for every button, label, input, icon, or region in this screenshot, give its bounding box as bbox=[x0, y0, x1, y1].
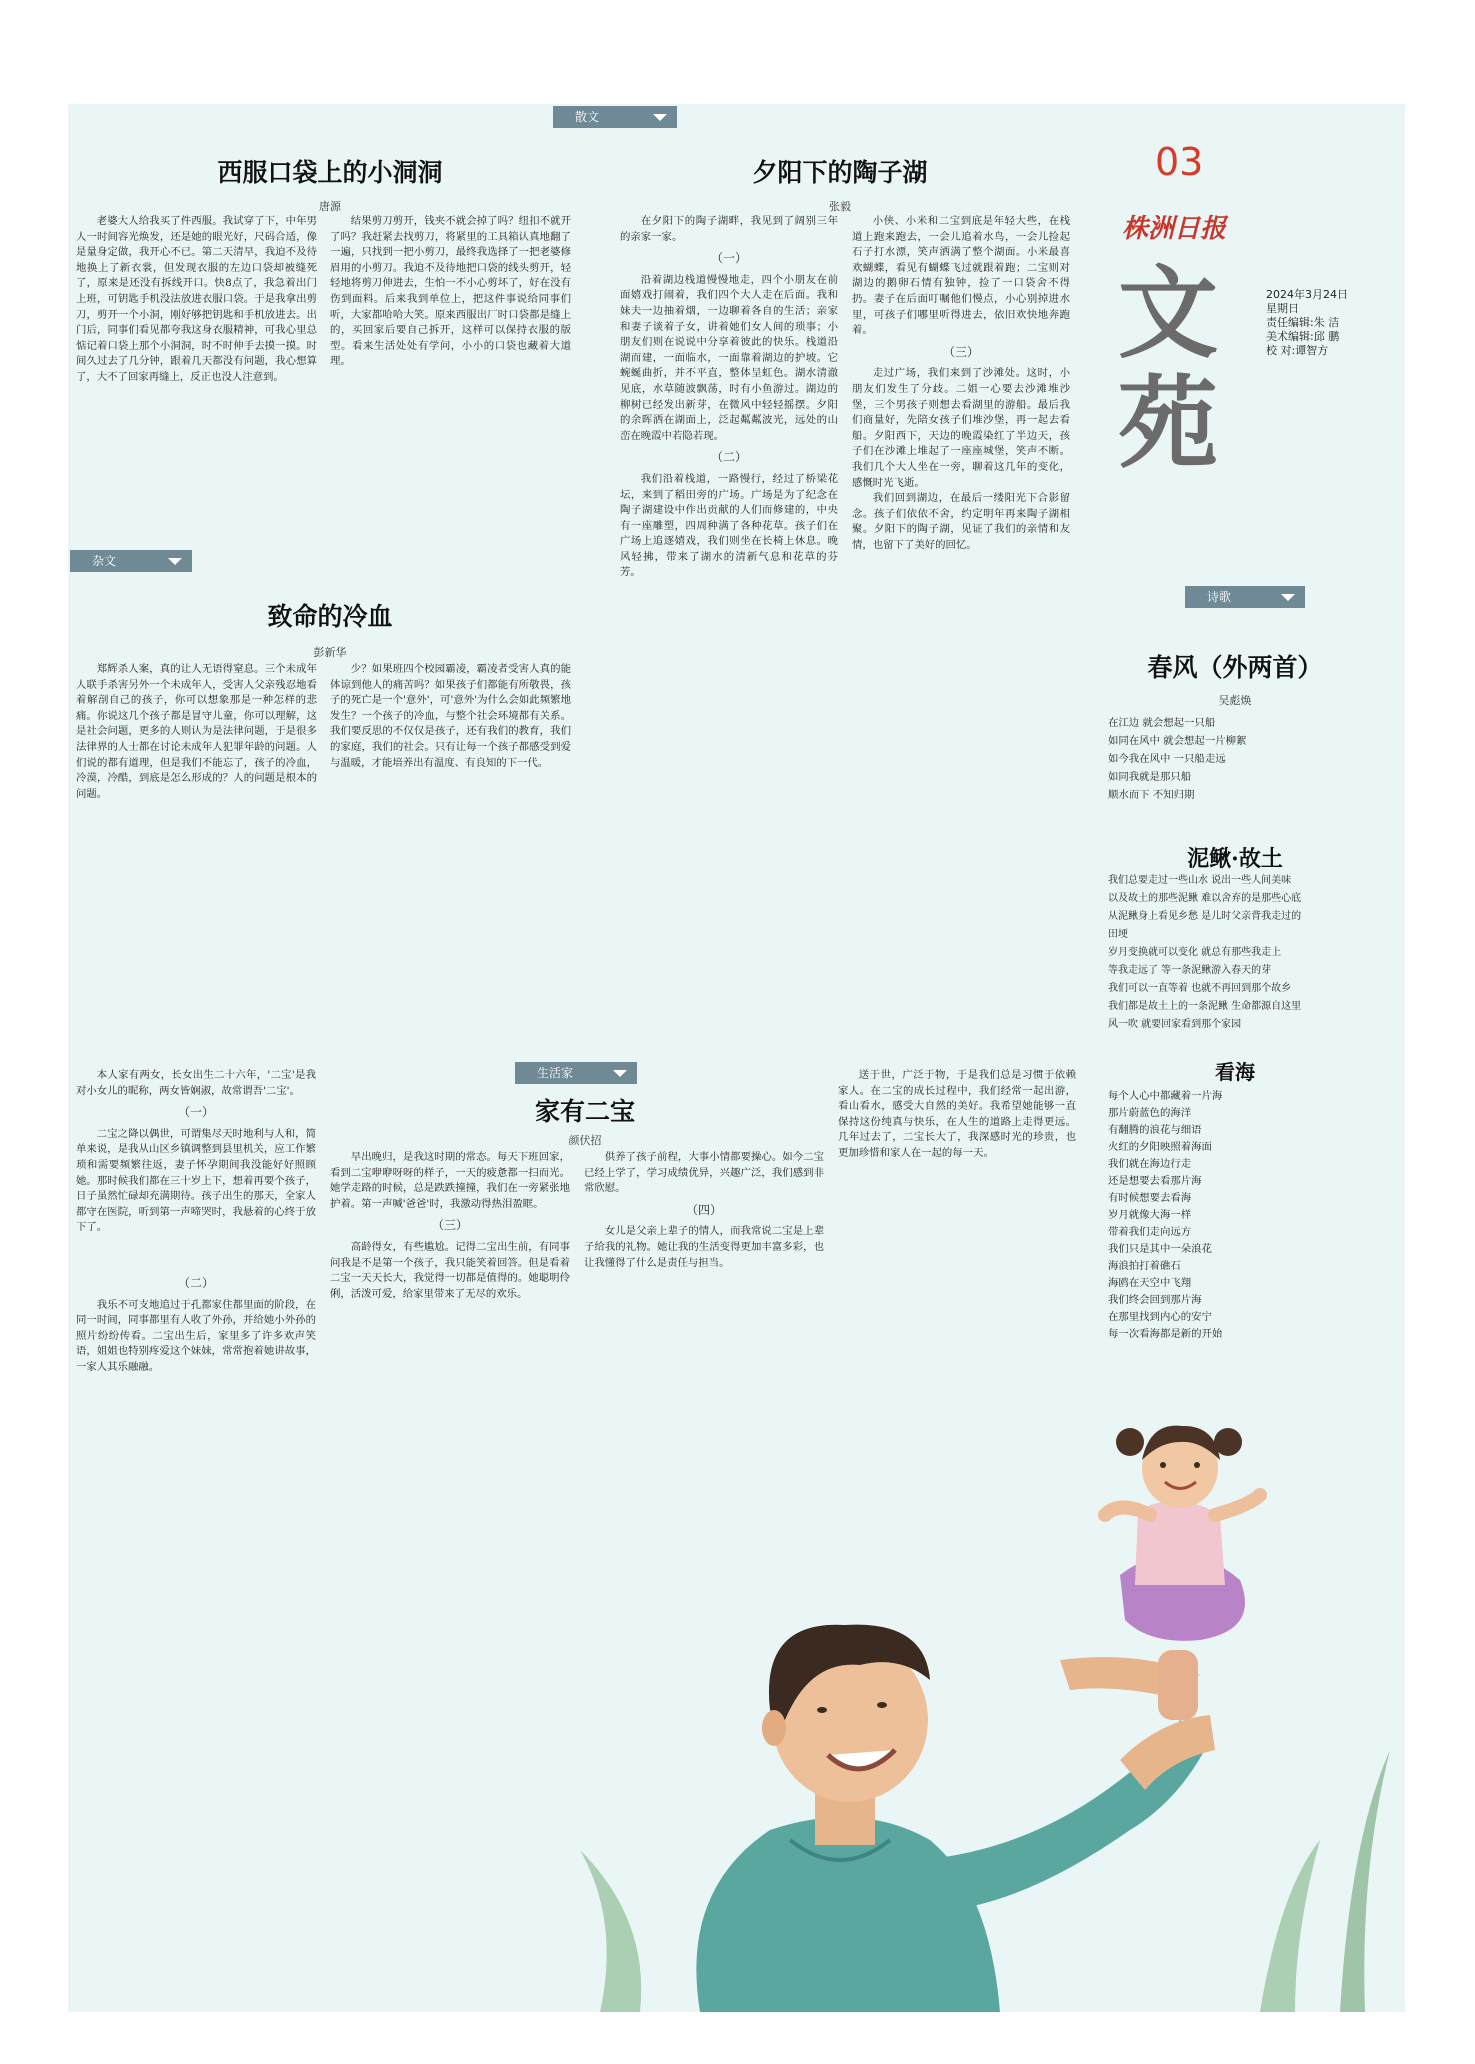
section-tag-sanwen bbox=[553, 106, 677, 128]
paragraph: 女儿是父亲上辈子的情人，而我常说二宝是上辈子给我的礼物。她让我的生活变得更加丰富多彩，也让我懂得了什么是责任与担当。 bbox=[584, 1225, 824, 1269]
father-daughter-illustration bbox=[560, 1420, 1405, 2012]
poem-line: 岁月变换就可以变化 就总有那些我走上 bbox=[1108, 947, 1282, 958]
poem-line: 火红的夕阳映照着海面 bbox=[1108, 1141, 1212, 1153]
article-title: 西服口袋上的小洞洞 bbox=[217, 158, 443, 187]
poem-line: 我们都是故土上的一条泥鳅 生命都源自这里 bbox=[1108, 1001, 1302, 1012]
father-ear bbox=[762, 1710, 786, 1746]
grass-leaf bbox=[1260, 1840, 1320, 2012]
poem-line: 海鸥在天空中飞翔 bbox=[1108, 1277, 1192, 1289]
section-calligraphy-title: 文苑 bbox=[1118, 254, 1218, 482]
article-author: 张毅 bbox=[829, 200, 851, 213]
paragraph: 高龄得女，有些尴尬。记得二宝出生前，有同事问我是不是第一个孩子，我只能笑着回答。但是看着二宝一天天长大，我觉得一切都是值得的。她聪明伶俐，活泼可爱，给家里带来了无尽的欢乐。 bbox=[330, 1240, 570, 1300]
paragraph: 早出晚归，是我这时期的常态。每天下班回家，看到二宝咿咿呀呀的样子，一天的疲惫都一扫而光。她学走路的时候，总是跌跌撞撞，我们在一旁紧张地护着。第一声喊'爸爸'时，我激动得热泪盈眶。 bbox=[330, 1151, 570, 1210]
article-body-column bbox=[76, 662, 317, 962]
poem-line: 我们终会回到那片海 bbox=[1108, 1294, 1202, 1306]
paragraph: 供养了孩子前程，大事小情都要操心。如今二宝已经上学了，学习成绩优异，兴趣广泛，我们感到非常欣慰。 bbox=[584, 1151, 824, 1195]
paragraph: 本人家有两女，长女出生二十六年，'二宝'是我对小女儿的昵称，两女皆娴淑，故常谓吾'二宝'。 bbox=[76, 1069, 316, 1097]
paragraph: 走过广场，我们来到了沙滩处。这时，小朋友们发生了分歧。二姐一心要去沙滩堆沙堡，三个男孩子则想去看湖里的游船。最后我们商量好，先陪女孩子们堆沙堡，再一起去看船。夕阳西下，天边的晚霞染红了半边天，孩子们在沙滩上堆起了一座座城堡，笑声不断。我们几个大人坐在一旁，聊着这几年的变化，感慨时光飞逝。 bbox=[852, 367, 1070, 489]
section-number: （一） bbox=[710, 251, 747, 266]
poem-body bbox=[1108, 872, 1348, 1042]
poem-line: 我们就在海边行走 bbox=[1108, 1158, 1192, 1170]
article-body-column bbox=[330, 1150, 570, 2010]
paragraph: 二宝之降以偶世，可谓集尽天时地利与人和，简单来说，是我从山区乡镇调整到县里机关，应工作繁琐和需要频繁往返，妻子怀孕期间我没能好好照顾她。那时候我们都在三十岁上下，想着再要个孩子，日子虽然忙碌却充满期待。孩子出生的那天，全家人都守在医院，听到第一声啼哭时，我悬着的心终于放下了。 bbox=[76, 1127, 316, 1234]
poem-line: 海浪拍打着礁石 bbox=[1108, 1260, 1181, 1272]
poem-line: 那片蔚蓝色的海洋 bbox=[1108, 1107, 1192, 1119]
poem-line: 岁月就像大海一样 bbox=[1108, 1209, 1192, 1221]
paragraph: 小侠、小米和二宝到底是年轻大些，在栈道上跑来跑去，一会儿追着水鸟，一会儿捡起石子打水漂，笑声洒满了整个湖面。小米最喜欢蝴蝶，看见有蝴蝶飞过就跟着跑；二宝则对湖边的鹅卵石情有独钟，捡了一口袋舍不得扔。妻子在后面叮嘱他们慢点，小心别掉进水里，可孩子们哪里听得进去，依旧欢快地奔跑着。 bbox=[852, 215, 1070, 337]
article-author: 彭新华 bbox=[313, 646, 347, 659]
girl-legs bbox=[1158, 1650, 1198, 1720]
paragraph: 老婆大人给我买了件西服。我试穿了下，中年男人一时间容光焕发，还是她的眼光好，尺码合适，像是量身定做，我开心不已。第二天清早，我迫不及待地换上了新衣裳，但发现衣服的左边口袋却被缝死了，原来是还没有拆线开口。快8点了，我急着出门上班，可钥匙手机没法放进衣服口袋。于是我拿出剪刀，剪开一个小洞，刚好够把钥匙和手机放进去。出门后，同事们看见都夸我这身衣服精神，可我心里总惦记着口袋上那个小洞洞，时不时伸手去摸一摸。时间久过去了几分钟，跟着几天都没有问题，我心想算了，大不了回家再缝上，反正也没人注意到。 bbox=[76, 215, 317, 383]
girl-arm bbox=[1215, 1495, 1260, 1515]
poem-line: 带着我们走向远方 bbox=[1108, 1226, 1192, 1238]
page-number: 03 bbox=[1155, 140, 1204, 184]
poem-line: 等我走远了 等一条泥鳅游入春天的芽 bbox=[1108, 965, 1272, 976]
section-tag-label: 诗歌 bbox=[1207, 590, 1232, 604]
section-number: （三） bbox=[431, 1218, 468, 1233]
poem-line: 每个人心中都藏着一片海 bbox=[1108, 1090, 1223, 1102]
paragraph: 我乐不可支地追过于孔都家住都里面的阶段，在同一时间，同事都里有人收了外孙，并给她小外孙的照片纷纷传看。二宝出生后，家里多了许多欢声笑语，姐姐也特别疼爱这个妹妹，常常抱着她讲故事，一家人其乐融融。 bbox=[76, 1298, 316, 1373]
section-number: （四） bbox=[685, 1202, 722, 1217]
poem-line: 如今我在风中 一只船走远 bbox=[1108, 753, 1226, 765]
poem-line: 如同在风中 就会想起一片柳絮 bbox=[1108, 735, 1247, 747]
article-title: 家有二宝 bbox=[534, 1097, 635, 1126]
paragraph: 郑辉杀人案，真的让人无语得窒息。三个未成年人联手杀害另外一个未成年人，受害人父亲残忍地看着解剖自己的孩子，你可以想象那是一种怎样的悲痛。你说这几个孩子都是冒守儿童，你可以理解，这是社会问题，更多的人则认为是法律问题，于是很多法律界的人士都在讨论未成年人犯罪年龄的问题。人们说的都有道理，但是我们不能忘了，孩子的冷血，冷漠，冷酷，到底是怎么形成的？人的问题是根本的问题。 bbox=[76, 663, 317, 800]
poem-line: 风一吹 就要回家看到那个家园 bbox=[1108, 1019, 1242, 1030]
poem-line: 在那里找到内心的安宁 bbox=[1108, 1311, 1212, 1323]
article-body-column bbox=[76, 214, 317, 514]
paragraph: 在夕阳下的陶子湖畔，我见到了阔别三年的亲家一家。 bbox=[620, 215, 838, 243]
section-number: （三） bbox=[942, 344, 979, 359]
poem-line: 顺水而下 不知归期 bbox=[1108, 789, 1195, 801]
paragraph: 结果剪刀剪开，钱夹不就会掉了吗？纽扣不就开了吗？我赶紧去找剪刀，将紧里的工具箱认真地翻了一遍，只找到一把小剪刀，最终我选择了一把老婆修眉用的小剪刀。我迫不及待地把口袋的线头剪开，轻轻地将剪刀伸进去，生怕一不小心剪坏了，好在没有伤到面料。后来我到单位上，把这件事说给同事们听，大家都哈哈大笑。原来西服出厂时口袋都是缝上的，买回家后要自己拆开，这样可以保持衣服的版型。看来生活处处有学问，小小的口袋也藏着大道理。 bbox=[330, 215, 571, 368]
art-editor-credit: 美术编辑:邱 鹏 bbox=[1266, 330, 1340, 343]
section-tag-label: 生活家 bbox=[537, 1066, 574, 1080]
father-shirt bbox=[696, 1817, 1000, 2012]
girl-pigtail bbox=[1116, 1428, 1144, 1456]
paragraph: 少？如果班四个校园霸凌，霸凌者受害人真的能体谅到他人的痛苦吗？如果孩子们都能有所敬畏，孩子的死亡是一个'意外'，可'意外'为什么会如此频繁地发生？一个孩子的冷血，与整个社会环境都有关系。我们要反思的不仅仅是孩子，还有我们的教育，我们的家庭，我们的社会。只有让每一个孩子都感受到爱与温暖，才能培养出有温度、有良知的下一代。 bbox=[330, 663, 571, 769]
article-author: 唐源 bbox=[319, 200, 341, 213]
girl-pigtail bbox=[1214, 1428, 1242, 1456]
section-tag-shige bbox=[1185, 586, 1305, 608]
section-tag-zawen bbox=[70, 550, 192, 572]
father-eye bbox=[877, 1702, 887, 1708]
section-number: （二） bbox=[177, 1275, 214, 1290]
article-body-column bbox=[76, 1068, 316, 2008]
girl-arm bbox=[1105, 1508, 1150, 1516]
poem-line: 在江边 就会想起一只船 bbox=[1108, 717, 1216, 729]
poem-title: 泥鳅·故土 bbox=[1187, 846, 1283, 872]
paragraph: 送于世，广泛于物，于是我们总是习惯于依赖家人。在二宝的成长过程中，我们经常一起出游，看山看水，感受大自然的美好。我希望她能够一直保持这份纯真与快乐，在人生的道路上走得更远。几年过去了，二宝长大了，我深感时光的珍贵，也更加珍惜和家人在一起的每一天。 bbox=[838, 1069, 1076, 1159]
section-tag-shenghuojia bbox=[515, 1062, 637, 1084]
poem-line: 我们只是其中一朵浪花 bbox=[1108, 1243, 1212, 1255]
editor-credit: 责任编辑:朱 洁 bbox=[1266, 316, 1340, 329]
paragraph: 沿着湖边栈道慢慢地走，四个小朋友在前面嬉戏打闹着，我们四个大人走在后面。我和妹夫一边抽着烟，一边聊着各自的生活；亲家和妻子谈着子女，讲着她们女人间的琐事；小朋友们则在说说中分享着彼此的快乐。栈道沿湖而建，一面临水，一面靠着湖边的护坡。它蜿蜒曲折，并不平直，整体呈虹色。湖水清澈见底，水草随波飘荡，时有小鱼游过。湖边的柳树已经发出新芽，在微风中轻轻摇摆。夕阳的余晖洒在湖面上，泛起粼粼波光，远处的山峦在晚霞中若隐若现。 bbox=[620, 273, 838, 442]
section-tag-label: 散文 bbox=[575, 110, 600, 124]
father-eye bbox=[817, 1707, 827, 1713]
article-body-column bbox=[852, 214, 1070, 984]
paragraph: 我们沿着栈道，一路慢行，经过了桥梁花坛，来到了稻田旁的广场。广场是为了纪念在陶子湖建设中作出贡献的人们而修建的，中央有一座雕塑，四周种满了各种花草。孩子们在广场上追逐嬉戏，我们则坐在长椅上休息。晚风轻拂，带来了湖水的清新气息和花草的芬芳。 bbox=[620, 472, 838, 579]
article-body-column bbox=[838, 1068, 1076, 1398]
poem-line: 从泥鳅身上看见乡愁 是儿时父亲背我走过的 bbox=[1108, 911, 1302, 922]
grass-leaf bbox=[580, 1850, 641, 2012]
girl-eye bbox=[1160, 1462, 1166, 1468]
issue-weekday: 星期日 bbox=[1266, 302, 1299, 315]
poem-title: 春风（外两首） bbox=[1147, 653, 1323, 682]
article-title: 夕阳下的陶子湖 bbox=[752, 158, 928, 187]
poem-author: 吴彪焕 bbox=[1218, 694, 1252, 707]
proofreader-credit: 校 对:谭智方 bbox=[1266, 344, 1329, 357]
poem-body bbox=[1108, 1088, 1348, 1388]
poem-line: 我们总要走过一些山水 说出一些人间美味 bbox=[1108, 875, 1292, 886]
poem-body bbox=[1108, 714, 1348, 814]
poem-line: 每一次看海都是新的开始 bbox=[1108, 1328, 1223, 1340]
poem-line: 有翻腾的浪花与细语 bbox=[1108, 1124, 1202, 1136]
article-author: 颜伏招 bbox=[568, 1134, 602, 1147]
section-number: （二） bbox=[710, 450, 747, 465]
article-title: 致命的冷血 bbox=[267, 602, 393, 631]
girl-eye bbox=[1194, 1462, 1200, 1468]
masthead-info bbox=[1266, 288, 1348, 358]
poem-line: 如同我就是那只船 bbox=[1108, 771, 1192, 783]
section-number: （一） bbox=[177, 1105, 214, 1120]
poem-title: 看海 bbox=[1215, 1060, 1255, 1084]
paragraph: 我们回到湖边，在最后一缕阳光下合影留念。孩子们依依不舍，约定明年再来陶子湖相聚。夕阳下的陶子湖，见证了我们的亲情和友情，也留下了美好的回忆。 bbox=[852, 492, 1070, 551]
article-body-column bbox=[330, 214, 571, 514]
poem-line: 还是想要去看那片海 bbox=[1108, 1175, 1202, 1187]
poem-line: 有时候想要去看海 bbox=[1108, 1192, 1192, 1204]
issue-date: 2024年3月24日 bbox=[1266, 288, 1348, 301]
poem-line: 我们可以一直等着 也就不再回到那个故乡 bbox=[1108, 983, 1292, 994]
grass-leaf bbox=[1340, 1750, 1390, 2012]
article-body-column bbox=[330, 662, 571, 962]
poem-line: 田埂 bbox=[1108, 929, 1128, 940]
newspaper-logo: 株洲日报 bbox=[1122, 214, 1227, 244]
article-body-column bbox=[620, 214, 838, 984]
section-tag-label: 杂文 bbox=[92, 554, 117, 568]
poem-line: 以及故土的那些泥鳅 难以舍弃的是那些心底 bbox=[1108, 893, 1302, 904]
